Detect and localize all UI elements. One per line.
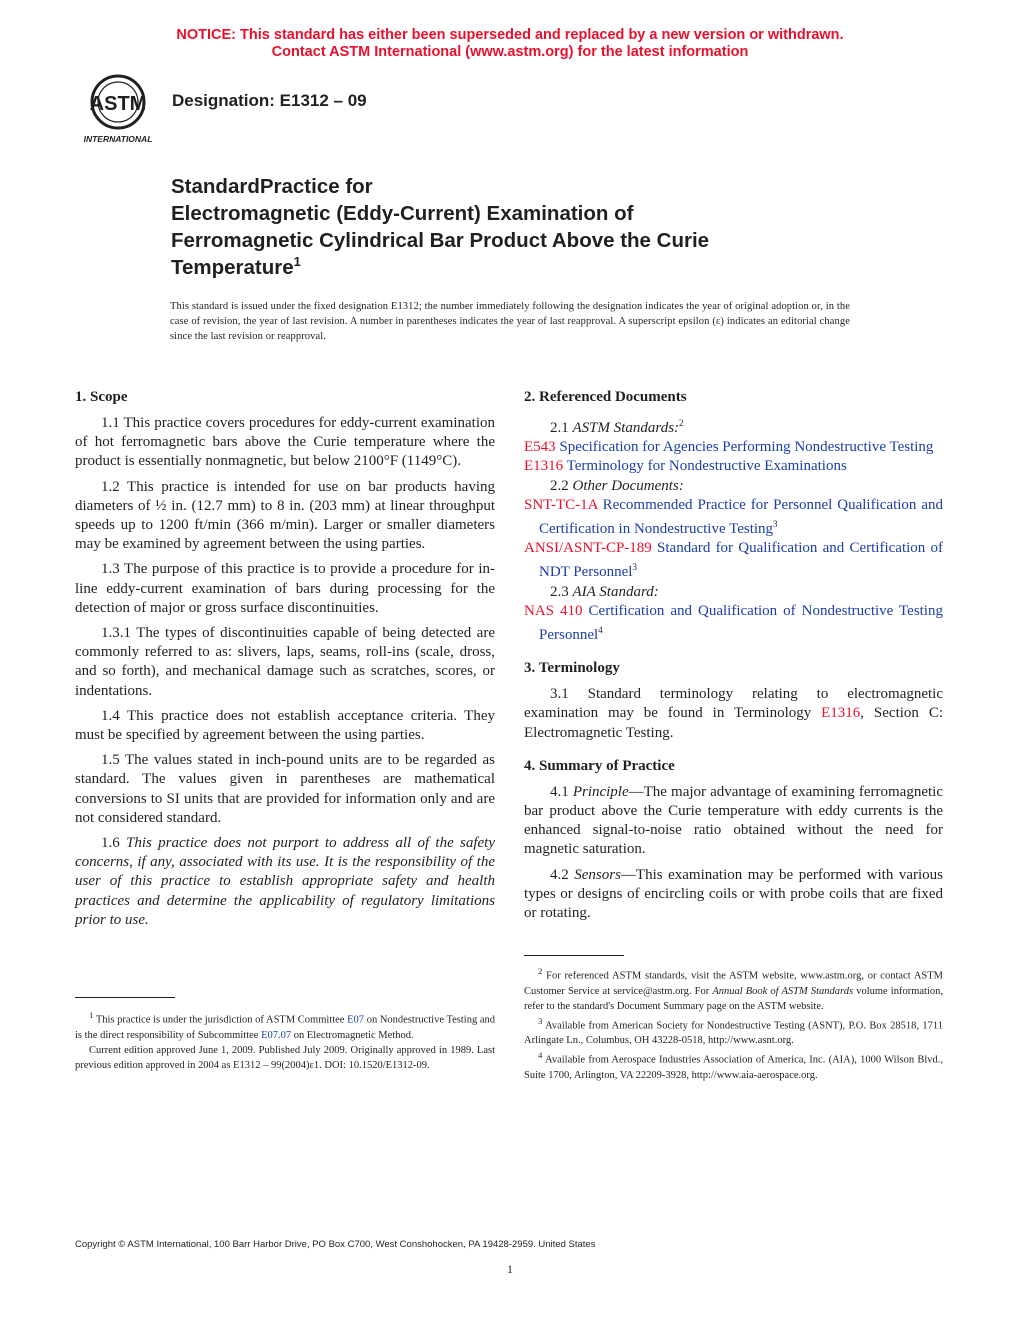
reference-footnote-ref: 4 xyxy=(598,625,603,636)
footnote-1-edition: Current edition approved June 1, 2009. Published July 2009. Originally approved in 1989. Last previous edition approved in 2004 as E1312 – 99(2004)ε1. DOI: 10.1520/E1312-09. xyxy=(75,1044,495,1071)
reference-item xyxy=(524,496,943,539)
reference-code-link[interactable]: NAS 410 xyxy=(524,602,583,619)
footnote-1 xyxy=(75,1008,495,1073)
reference-code-link[interactable]: ANSI/ASNT-CP-189 xyxy=(524,540,652,557)
footnote-3: $^3$ Available from American Society for Nondestructive Testing (ASNT), P.O. Box 28518, 1711 Arlingate Ln., Columbus, OH 43228-0518, http://www.asnt.org. xyxy=(524,1015,943,1046)
para-3-1: 3.1 Standard terminology relating to electromagnetic examination may be found in Terminology E1316, Section C: Electromagnetic Testing. xyxy=(524,686,943,741)
terminology-heading: 3. Terminology xyxy=(524,660,620,677)
designation: Designation: E1312 – 09 xyxy=(172,91,367,110)
para-2-3: 2.3 AIA Standard: xyxy=(550,583,659,600)
aia-standards-list xyxy=(524,602,943,645)
para-1-3-1: 1.3.1 The types of discontinuities capable of being detected are commonly referred to as: slivers, laps, seams, roll-ins (scale, dross, and so forth), and mechanical damage such as scratches, scores, or indentations. xyxy=(75,625,495,699)
footnote-2: $^2$ For referenced ASTM standards, visit the ASTM website, www.astm.org, or contact ASTM Customer Service at service@astm.org. For Annual Book of ASTM Standards volume information, refer to the standard's Document Summary page on the ASTM website. xyxy=(524,966,944,1012)
footnote-4: $^4$ Available from Aerospace Industries Association of America, Inc. (AIA), 1000 Wilson Blvd., Suite 1700, Arlington, VA 22209-3928, http://www.aia-aerospace.org. xyxy=(524,1050,943,1081)
para-2-2: 2.2 Other Documents: xyxy=(550,477,684,494)
reference-code-link[interactable]: SNT-TC-1A xyxy=(524,496,598,513)
footnotes-right xyxy=(524,964,943,1083)
copyright: Copyright © ASTM International, 100 Barr Harbor Drive, PO Box C700, West Conshohocken, PA 19428-2959. United States xyxy=(75,1239,596,1250)
reference-footnote-ref: 3 xyxy=(632,562,637,573)
refdocs-heading: 2. Referenced Documents xyxy=(524,389,687,405)
astm-logo xyxy=(72,72,164,144)
reference-item xyxy=(524,602,943,645)
para-1-1: 1.1 This practice covers procedures for eddy-current examination of hot ferromagnetic bars above the Curie temperature where the product is essentially nonmagnetic, but below 2100°F (1149°C). xyxy=(75,415,495,470)
other-documents-list xyxy=(524,496,943,583)
right-column xyxy=(524,388,943,929)
para-1-6: 1.6 This practice does not purport to address all of the safety concerns, if any, associated with its use. It is the responsibility of the user of this practice to establish appropriate safety and health practices and determine the applicability of regulatory limitations prior to use. xyxy=(75,835,496,928)
reference-title-link[interactable]: Certification and Qualification of Nondestructive Testing Personnel xyxy=(539,602,944,644)
withdrawal-notice xyxy=(0,27,1020,61)
reference-item xyxy=(524,438,943,457)
page-number: 1 xyxy=(507,1262,513,1276)
committee-link[interactable]: E07 xyxy=(347,1014,365,1026)
issue-note-block xyxy=(170,299,850,344)
left-column xyxy=(75,388,495,936)
title-line-3: Ferromagnetic Cylindrical Bar Product Above the Curie xyxy=(171,229,710,252)
para-4-1: 4.1 Principle—The major advantage of examining ferromagnetic bar product above the Curie temperature with eddy currents is the enhanced signal-to-noise ratio obtained without the need for magnetic saturation. xyxy=(524,783,943,858)
reference-title-link[interactable]: Recommended Practice for Personnel Qualification and Certification in Nondestructive Testing xyxy=(539,496,944,538)
logo-sub: INTERNATIONAL xyxy=(83,134,153,144)
footnote-1-jurisdiction: $^1$ This practice is under the jurisdiction of ASTM Committee E07 on Nondestructive Testing and is the direct responsibility of Subcommittee E07.07 on Electromagnetic Method. xyxy=(75,1010,496,1041)
title-line-2: Electromagnetic (Eddy-Current) Examination of xyxy=(171,202,634,225)
reference-item xyxy=(524,539,943,582)
para-1-2: 1.2 This practice is intended for use on bar products having diameters of ½ in. (12.7 mm) to 8 in. (203 mm) at linear throughput speeds up to 1200 ft/min (366 m/min). Larger or smaller diameters may be examined by agreement between the using parties. xyxy=(75,478,495,553)
title-line-1: StandardPractice for xyxy=(171,175,373,198)
astm-standards-list xyxy=(524,438,943,476)
title-footnote-ref: 1 xyxy=(293,254,301,269)
title-line-4: Temperature$^1$ xyxy=(171,254,301,279)
para-2-1: 2.1 ASTM Standards:$^2$ xyxy=(550,418,684,436)
reference-footnote-ref: 3 xyxy=(773,519,778,530)
reference-title-link[interactable]: Specification for Agencies Performing Nondestructive Testing xyxy=(559,439,934,456)
para-1-3: 1.3 The purpose of this practice is to provide a procedure for in-line eddy-current examination of bars during processing for the detection of major or gross surface discontinuities. xyxy=(75,561,495,616)
logo-name: ASTM xyxy=(89,93,147,115)
para-1-4: 1.4 This practice does not establish acceptance criteria. They must be specified by agreement between the using parties. xyxy=(75,707,495,744)
reference-code-link[interactable]: E1316 xyxy=(524,458,564,475)
document-title xyxy=(171,173,871,281)
notice-line-1: NOTICE: This standard has either been superseded and replaced by a new version or withdrawn. xyxy=(176,27,844,43)
para-4-2: 4.2 Sensors—This examination may be performed with various types or designs of encircling coils or with probe coils that are fixed or rotating. xyxy=(524,866,943,922)
reference-title-link[interactable]: Terminology for Nondestructive Examinations xyxy=(566,458,847,475)
reference-item xyxy=(524,457,943,476)
safety-caveat: This practice does not purport to address all of the safety concerns, if any, associated with its use. It is the responsibility of the user of this practice to establish appropriate safety and health practices and determine the applicability of regulatory limitations prior to use. xyxy=(75,835,496,928)
footnote-rule-left xyxy=(75,997,175,998)
issue-note: This standard is issued under the fixed designation E1312; the number immediately following the designation indicates the year of original adoption or, in the case of revision, the year of last revision. A number in parentheses indicates the year of last reapproval. A superscript epsilon (ε) indicates an editorial change since the last revision or reapproval. xyxy=(170,301,850,342)
reference-code-link[interactable]: E543 xyxy=(524,439,556,456)
e1316-link[interactable]: E1316 xyxy=(821,705,861,722)
subcommittee-link[interactable]: E07.07 xyxy=(261,1029,292,1041)
reference-title-link[interactable]: Standard for Qualification and Certification of NDT Personnel xyxy=(539,540,943,581)
summary-heading: 4. Summary of Practice xyxy=(524,757,675,774)
scope-heading: 1. Scope xyxy=(75,389,128,405)
footnote-rule-right xyxy=(524,955,624,956)
para-1-5: 1.5 The values stated in inch-pound units are to be regarded as standard. The values given in parentheses are mathematical conversions to SI units that are provided for information only and are not considered standard. xyxy=(75,752,495,826)
notice-line-2: Contact ASTM International (www.astm.org) for the latest information xyxy=(271,44,749,60)
